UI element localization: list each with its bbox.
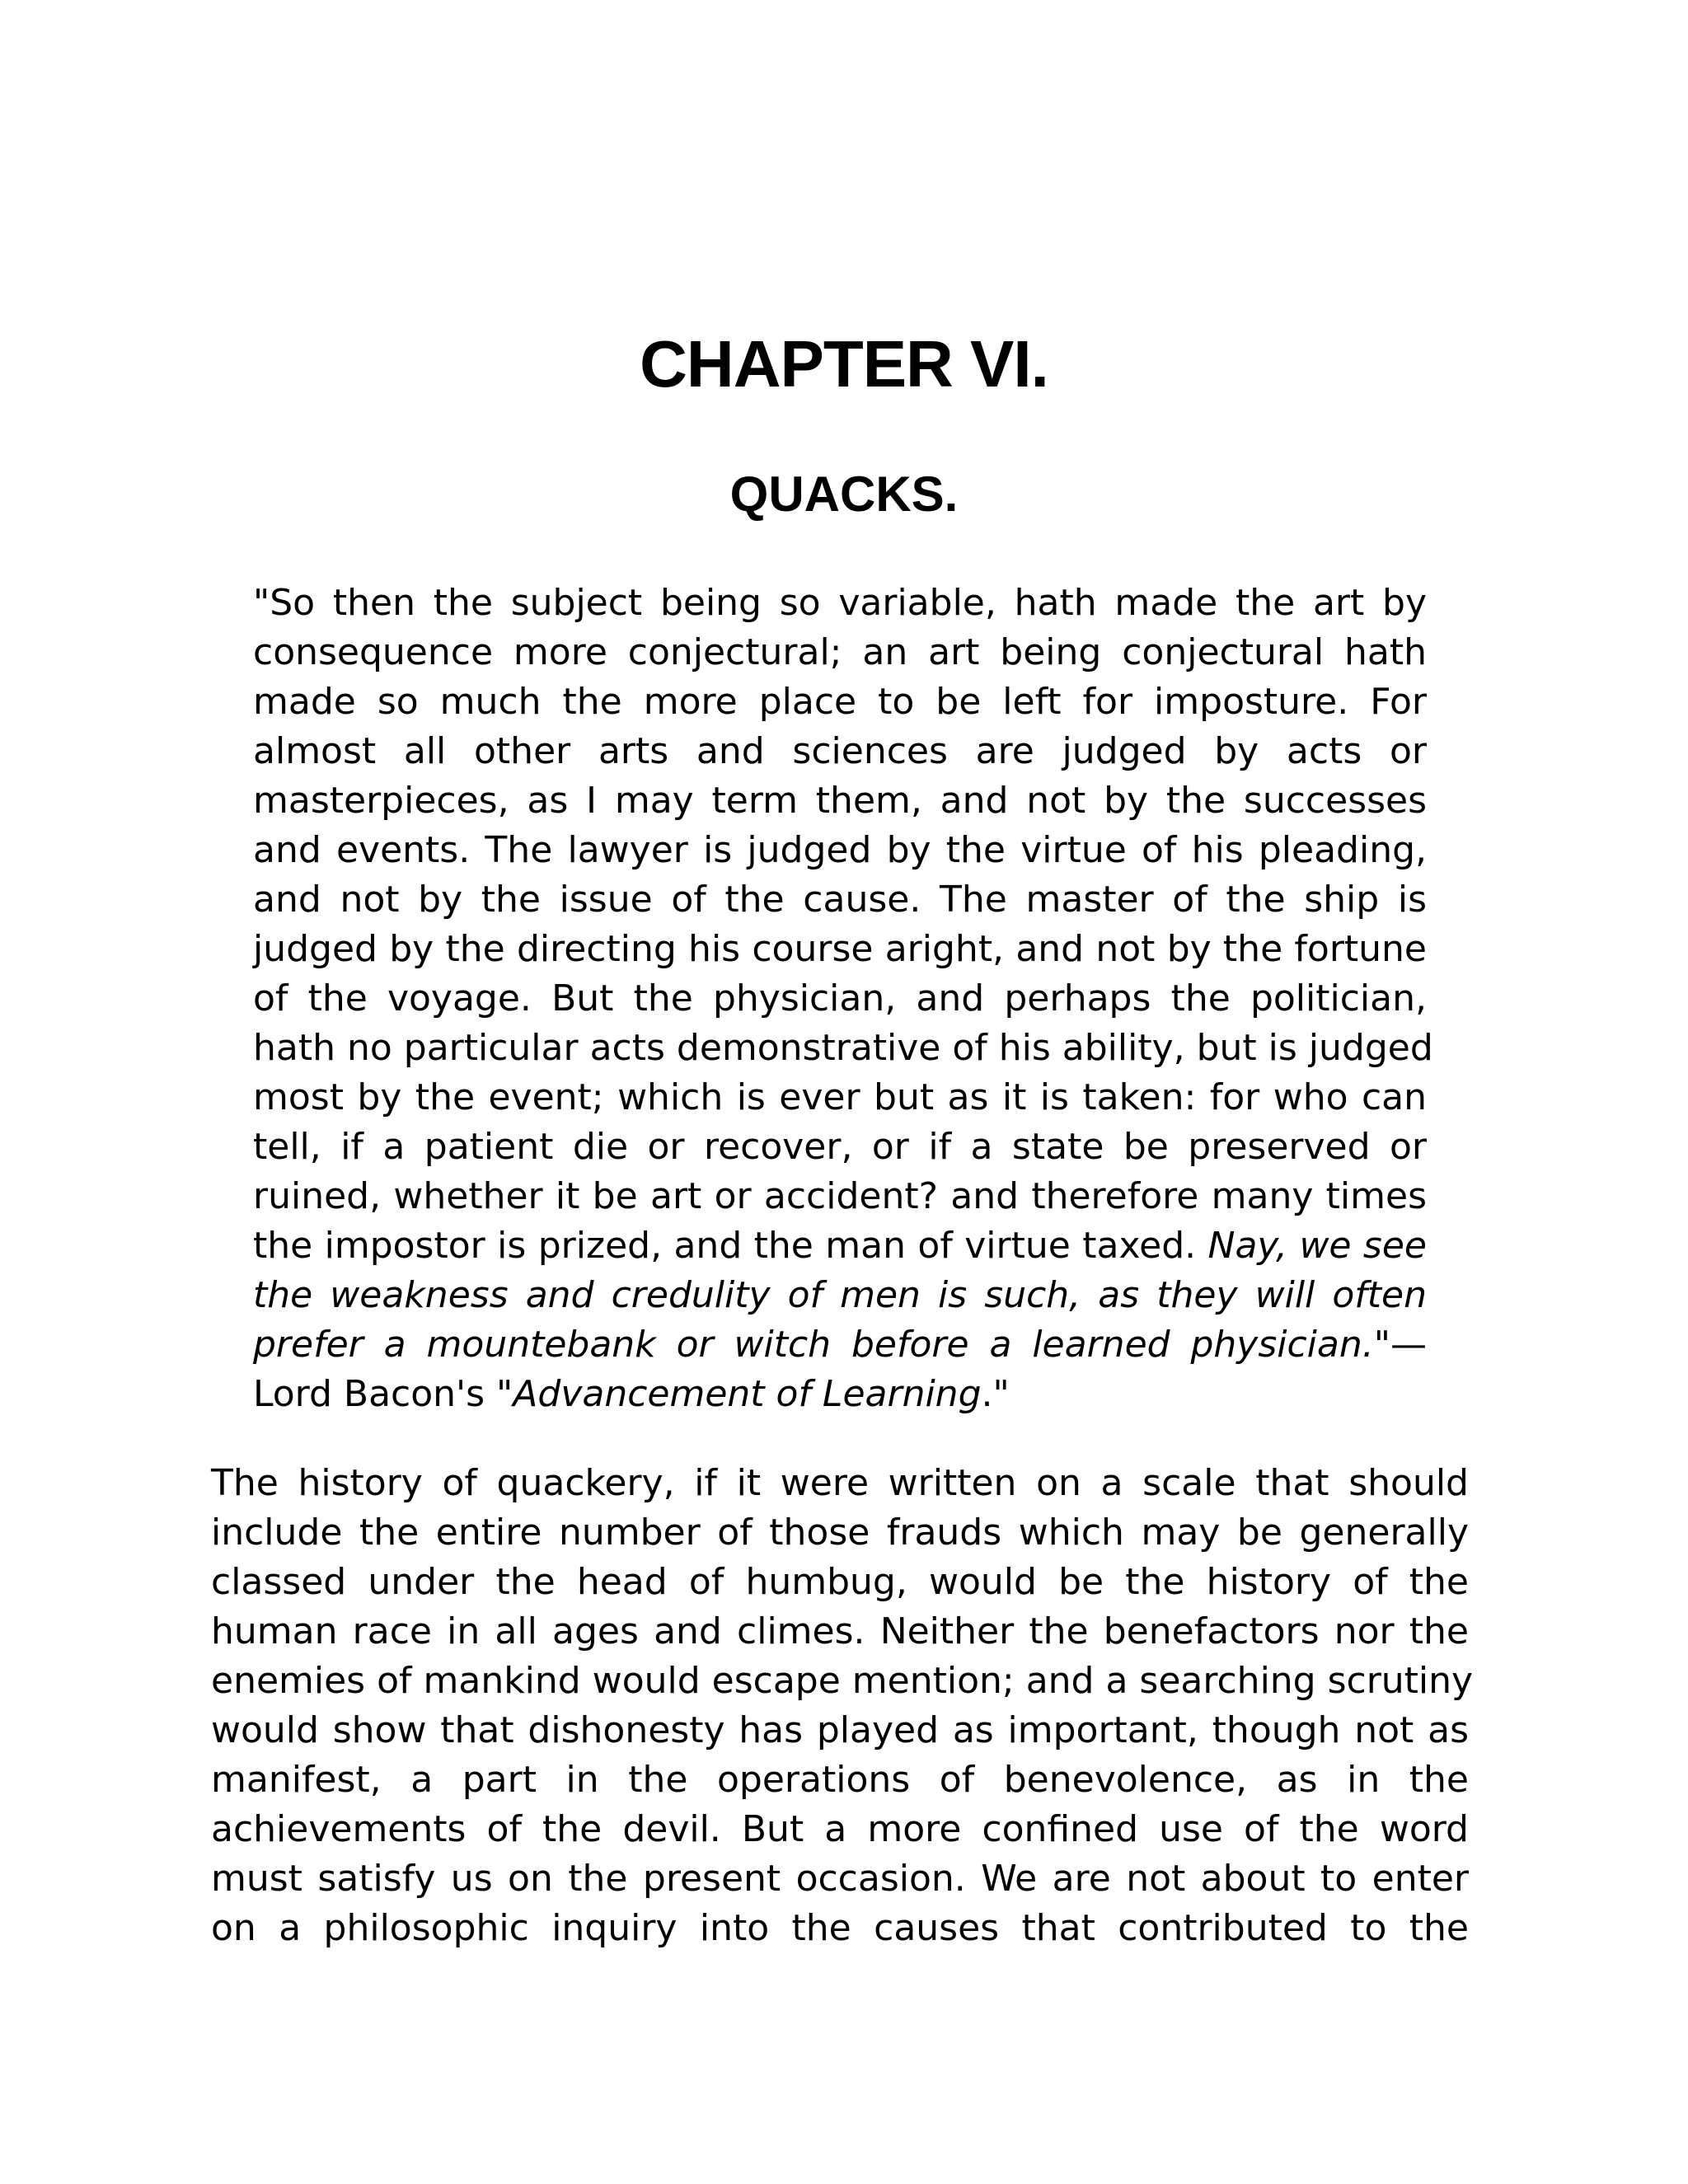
attribution-author: Lord Bacon's " xyxy=(253,1373,513,1415)
epigraph-line: masterpieces, as I may term them, and not by the successes xyxy=(253,780,1427,822)
body-paragraph xyxy=(211,1459,1474,1953)
epigraph-line: and events. The lawyer is judged by the virtue of his pleading, xyxy=(253,829,1427,871)
body-line: achievements of the devil. But a more confined use of the word xyxy=(211,1808,1469,1850)
body-line: must satisfy us on the present occasion. We are not about to enter xyxy=(211,1858,1469,1900)
epigraph-line: of the voyage. But the physician, and perhaps the politician, xyxy=(253,977,1427,1019)
attribution-work-title: Advancement of Learning xyxy=(513,1373,982,1415)
epigraph-line: consequence more conjectural; an art being conjectural hath xyxy=(253,631,1427,673)
epigraph-italic-text: Nay, we see xyxy=(1207,1225,1427,1267)
epigraph-line: judged by the directing his course aright, and not by the fortune xyxy=(253,928,1427,970)
epigraph-text: the impostor is prized, and the man of virtue taxed. xyxy=(253,1225,1208,1267)
body-line: include the entire number of those frauds which may be generally xyxy=(211,1511,1469,1554)
epigraph-italic-text: prefer a mountebank or witch before a learned physician. xyxy=(253,1324,1374,1366)
body-line: The history of quackery, if it were written on a scale that should xyxy=(211,1462,1469,1504)
body-line: would show that dishonesty has played as important, though not as xyxy=(211,1709,1469,1751)
epigraph-text: "— xyxy=(1373,1324,1427,1366)
epigraph-line: ruined, whether it be art or accident? and therefore many times xyxy=(253,1175,1427,1217)
epigraph-line: tell, if a patient die or recover, or if a state be preserved or xyxy=(253,1126,1427,1168)
epigraph-line: most by the event; which is ever but as it is taken: for who can xyxy=(253,1076,1427,1118)
epigraph-line xyxy=(253,1320,1427,1370)
epigraph-line: almost all other arts and sciences are judged by acts or xyxy=(253,730,1427,772)
epigraph-line: made so much the more place to be left for imposture. For xyxy=(253,681,1427,723)
body-line: human race in all ages and climes. Neither the benefactors nor the xyxy=(211,1610,1469,1652)
epigraph-quote xyxy=(253,579,1433,1419)
section-title: QUACKS. xyxy=(729,466,959,522)
body-line: classed under the head of humbug, would be the history of the xyxy=(211,1561,1469,1603)
epigraph-line: "So then the subject being so variable, hath made the art by xyxy=(253,582,1427,624)
epigraph-italic-line: the weakness and credulity of men is such, as they will often xyxy=(253,1274,1427,1316)
epigraph-line: and not by the issue of the cause. The master of the ship is xyxy=(253,879,1427,921)
epigraph-attribution xyxy=(253,1370,1427,1419)
attribution-closing: ." xyxy=(981,1373,1010,1415)
body-line: on a philosophic inquiry into the causes that contributed to the xyxy=(211,1907,1469,1949)
epigraph-line: hath no particular acts demonstrative of his ability, but is judged xyxy=(253,1027,1433,1069)
body-line: enemies of mankind would escape mention; and a searching scrutiny xyxy=(211,1660,1474,1702)
chapter-title: CHAPTER VI. xyxy=(640,327,1048,401)
body-line: manifest, a part in the operations of benevolence, as in the xyxy=(211,1759,1469,1801)
epigraph-line xyxy=(253,1221,1427,1271)
